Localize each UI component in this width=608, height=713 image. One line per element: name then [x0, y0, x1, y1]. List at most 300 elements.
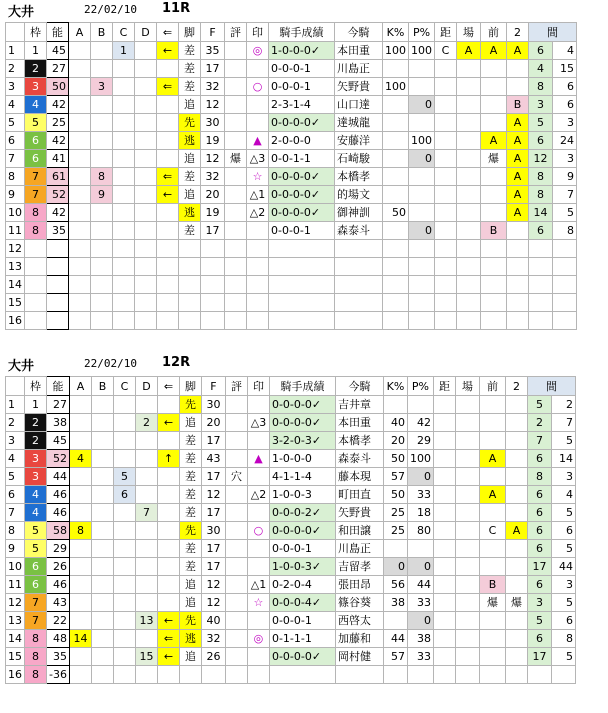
cell-k-pct: 0: [383, 558, 407, 576]
cell-jockey: 川島正: [335, 540, 383, 558]
cell-second: [505, 486, 527, 504]
header-second: 2: [505, 377, 527, 396]
cell-col-c: [113, 204, 135, 222]
header-f-value: F: [201, 23, 225, 42]
table-row: [6, 276, 577, 294]
cell-course: [457, 312, 481, 330]
cell-f-value: 17: [201, 222, 225, 240]
cell-row-no: 12: [6, 594, 25, 612]
cell-k-pct: 20: [383, 432, 407, 450]
cell-style: 追: [179, 576, 201, 594]
cell-k-pct: [383, 540, 407, 558]
table-row: [6, 576, 576, 594]
cell-ability: 26: [47, 558, 70, 576]
cell-col-c: [113, 540, 135, 558]
cell-arrow: ←: [157, 414, 179, 432]
cell-k-pct: 44: [383, 630, 407, 648]
cell-style: 先: [179, 396, 201, 414]
cell-col-b: [91, 522, 113, 540]
cell-f-value: [201, 276, 225, 294]
cell-col-b: [91, 60, 113, 78]
cell-arrow: [157, 396, 179, 414]
cell-jockey-record: 0-0-0-0✓: [269, 414, 335, 432]
cell-interval-2: 3: [551, 576, 575, 594]
header-col-a: A: [69, 23, 91, 42]
cell-mark: [247, 558, 269, 576]
cell-waku: 6: [25, 576, 47, 594]
cell-second: B: [507, 96, 529, 114]
cell-jockey-record: 0-0-0-0✓: [269, 168, 335, 186]
cell-f-value: 40: [201, 612, 225, 630]
cell-mark: ○: [247, 522, 269, 540]
cell-distance: [435, 78, 457, 96]
table-row: [6, 186, 577, 204]
cell-course: [457, 60, 481, 78]
cell-jockey-record: 1-0-0-3✓: [269, 558, 335, 576]
header-mark: 印: [247, 23, 269, 42]
cell-style: 先: [179, 114, 201, 132]
cell-col-b: [91, 96, 113, 114]
cell-rating: [225, 648, 247, 666]
cell-mark: ◎: [247, 42, 269, 60]
cell-row-no: 1: [6, 396, 25, 414]
cell-interval: 6: [527, 522, 551, 540]
cell-k-pct: [383, 168, 409, 186]
cell-style: 差: [179, 450, 201, 468]
cell-course: [455, 612, 479, 630]
cell-waku: 2: [25, 432, 47, 450]
cell-prev: [479, 432, 505, 450]
cell-interval: [529, 240, 553, 258]
cell-prev: [481, 186, 507, 204]
cell-rating: [225, 186, 247, 204]
cell-ability: 43: [47, 594, 70, 612]
cell-row-no: 8: [6, 522, 25, 540]
cell-prev: B: [481, 222, 507, 240]
cell-jockey: 本橋孝: [335, 168, 383, 186]
cell-col-b: 9: [91, 186, 113, 204]
cell-ability: [47, 240, 69, 258]
header-distance: 距: [433, 377, 455, 396]
cell-jockey-record: [269, 312, 335, 330]
cell-interval: 12: [529, 150, 553, 168]
cell-col-a: [69, 396, 91, 414]
header-jockey-record: 騎手成績: [269, 23, 335, 42]
cell-style: 追: [179, 150, 201, 168]
header-jockey-record: 騎手成績: [269, 377, 335, 396]
cell-rating: [225, 504, 247, 522]
cell-mark: [247, 504, 269, 522]
cell-prev: [479, 468, 505, 486]
cell-row-no: 10: [6, 558, 25, 576]
table-row: [6, 78, 577, 96]
cell-col-c: [113, 186, 135, 204]
cell-jockey: 的場文: [335, 186, 383, 204]
cell-jockey: 矢野貴: [335, 504, 383, 522]
cell-style: [179, 294, 201, 312]
cell-interval: 6: [527, 450, 551, 468]
cell-interval-2: 9: [553, 168, 577, 186]
header-p-pct: P%: [407, 377, 433, 396]
cell-k-pct: [383, 132, 409, 150]
cell-interval: 14: [529, 204, 553, 222]
cell-rating: [225, 240, 247, 258]
cell-interval: 4: [529, 60, 553, 78]
cell-style: 追: [179, 186, 201, 204]
cell-waku: 7: [25, 594, 47, 612]
cell-f-value: 17: [201, 60, 225, 78]
cell-col-d: [135, 78, 157, 96]
cell-col-d: [135, 522, 157, 540]
cell-row-no: 1: [6, 42, 25, 60]
header-course: 場: [455, 377, 479, 396]
cell-col-d: [135, 132, 157, 150]
header-interval: 間: [529, 23, 577, 42]
cell-col-c: [113, 222, 135, 240]
cell-col-b: [91, 630, 113, 648]
cell-distance: [435, 276, 457, 294]
header-course: 場: [457, 23, 481, 42]
cell-rating: [225, 486, 247, 504]
cell-col-c: [113, 396, 135, 414]
cell-style: [179, 276, 201, 294]
cell-mark: ☆: [247, 168, 269, 186]
cell-col-a: [69, 576, 91, 594]
cell-waku: 4: [25, 486, 47, 504]
cell-second: 爆: [505, 594, 527, 612]
cell-f-value: 17: [201, 558, 225, 576]
header-k-pct: K%: [383, 23, 409, 42]
cell-interval: 3: [529, 96, 553, 114]
race-section-12r: [0, 354, 608, 681]
cell-col-b: [91, 414, 113, 432]
cell-interval-2: 24: [553, 132, 577, 150]
cell-waku: [25, 276, 47, 294]
cell-style: 差: [179, 540, 201, 558]
cell-arrow: [157, 432, 179, 450]
cell-jockey: [335, 666, 383, 684]
cell-second: [505, 432, 527, 450]
cell-rating: [225, 630, 247, 648]
cell-ability: 42: [47, 132, 69, 150]
cell-col-b: [91, 666, 113, 684]
cell-prev: A: [479, 450, 505, 468]
cell-jockey-record: [269, 258, 335, 276]
cell-p-pct: 29: [407, 432, 433, 450]
cell-interval-2: 15: [553, 60, 577, 78]
cell-f-value: [201, 294, 225, 312]
cell-waku: 7: [25, 186, 47, 204]
header-col-b: B: [91, 377, 113, 396]
cell-second: A: [507, 150, 529, 168]
cell-style: 差: [179, 78, 201, 96]
cell-waku: [25, 312, 47, 330]
cell-k-pct: [383, 222, 409, 240]
cell-distance: [433, 576, 455, 594]
cell-f-value: 35: [201, 42, 225, 60]
cell-f-value: 12: [201, 96, 225, 114]
cell-p-pct: [409, 78, 435, 96]
cell-k-pct: [383, 312, 409, 330]
cell-style: 追: [179, 414, 201, 432]
cell-distance: [435, 186, 457, 204]
header-row-no: [6, 377, 25, 396]
cell-col-d: 15: [135, 648, 157, 666]
cell-waku: 8: [25, 204, 47, 222]
cell-p-pct: 33: [407, 594, 433, 612]
cell-p-pct: 18: [407, 504, 433, 522]
cell-prev: [479, 396, 505, 414]
cell-col-c: [113, 294, 135, 312]
cell-rating: [225, 666, 247, 684]
cell-col-b: [91, 450, 113, 468]
cell-row-no: 7: [6, 150, 25, 168]
cell-style: [179, 666, 201, 684]
cell-col-a: [69, 612, 91, 630]
cell-interval: 5: [527, 396, 551, 414]
cell-mark: ▲: [247, 450, 269, 468]
cell-interval: 6: [527, 630, 551, 648]
race-number: 12R: [162, 355, 191, 370]
cell-second: [505, 630, 527, 648]
cell-ability: 38: [47, 414, 70, 432]
cell-k-pct: [383, 186, 409, 204]
cell-jockey-record: 1-0-0-0✓: [269, 42, 335, 60]
cell-rating: [225, 540, 247, 558]
cell-p-pct: 0: [409, 150, 435, 168]
cell-prev: B: [479, 576, 505, 594]
cell-second: [505, 666, 527, 684]
cell-arrow: [157, 276, 179, 294]
cell-col-d: 2: [135, 414, 157, 432]
cell-col-a: [69, 96, 91, 114]
cell-arrow: [157, 522, 179, 540]
header-rating: 評: [225, 23, 247, 42]
cell-prev: C: [479, 522, 505, 540]
cell-f-value: 20: [201, 186, 225, 204]
cell-f-value: 19: [201, 204, 225, 222]
table-row: [6, 222, 577, 240]
cell-col-b: [91, 240, 113, 258]
header-row: [6, 23, 577, 42]
cell-jockey-record: 1-0-0-3: [269, 486, 335, 504]
cell-col-d: [135, 114, 157, 132]
cell-rating: [225, 612, 247, 630]
header-second: 2: [507, 23, 529, 42]
cell-jockey: 本橋孝: [335, 432, 383, 450]
cell-second: [505, 540, 527, 558]
cell-rating: [225, 312, 247, 330]
table-row: [6, 96, 577, 114]
cell-course: [455, 522, 479, 540]
cell-col-b: [91, 468, 113, 486]
header-rating: 評: [225, 377, 247, 396]
cell-distance: [433, 468, 455, 486]
cell-course: [455, 666, 479, 684]
cell-jockey-record: 0-0-0-0✓: [269, 114, 335, 132]
cell-k-pct: 57: [383, 468, 407, 486]
cell-interval-2: 5: [553, 204, 577, 222]
cell-second: [507, 258, 529, 276]
cell-col-b: [91, 222, 113, 240]
cell-course: [455, 504, 479, 522]
cell-prev: [481, 258, 507, 276]
cell-k-pct: [383, 114, 409, 132]
cell-course: [457, 258, 481, 276]
cell-ability: 42: [47, 96, 69, 114]
cell-f-value: 17: [201, 540, 225, 558]
cell-ability: 45: [47, 42, 69, 60]
cell-second: [505, 414, 527, 432]
cell-waku: 6: [25, 150, 47, 168]
cell-jockey-record: 2-0-0-0: [269, 132, 335, 150]
cell-interval-2: 6: [553, 96, 577, 114]
cell-col-b: [91, 132, 113, 150]
cell-waku: 3: [25, 450, 47, 468]
cell-arrow: [157, 486, 179, 504]
header-prev: 前: [481, 23, 507, 42]
cell-row-no: 12: [6, 240, 25, 258]
cell-p-pct: 33: [407, 486, 433, 504]
cell-k-pct: 50: [383, 450, 407, 468]
cell-col-c: [113, 258, 135, 276]
cell-arrow: [157, 222, 179, 240]
cell-interval: 6: [529, 42, 553, 60]
cell-style: 逃: [179, 132, 201, 150]
table-row: [6, 630, 576, 648]
cell-rating: 穴: [225, 468, 247, 486]
cell-jockey: 御神訓: [335, 204, 383, 222]
cell-mark: [247, 666, 269, 684]
cell-col-d: [135, 630, 157, 648]
cell-col-c: 5: [113, 468, 135, 486]
cell-f-value: 32: [201, 630, 225, 648]
cell-col-c: [113, 414, 135, 432]
table-row: [6, 558, 576, 576]
cell-col-c: [113, 150, 135, 168]
cell-course: [455, 576, 479, 594]
cell-prev: [479, 414, 505, 432]
cell-interval: 6: [529, 132, 553, 150]
cell-k-pct: [383, 60, 409, 78]
cell-distance: [433, 486, 455, 504]
cell-rating: [225, 132, 247, 150]
cell-col-a: [69, 60, 91, 78]
header-arrow: ⇐: [157, 23, 179, 42]
cell-second: A: [507, 42, 529, 60]
cell-rating: [225, 522, 247, 540]
cell-rating: [225, 168, 247, 186]
cell-row-no: 5: [6, 468, 25, 486]
cell-p-pct: [407, 396, 433, 414]
cell-col-b: 3: [91, 78, 113, 96]
cell-row-no: 10: [6, 204, 25, 222]
cell-interval-2: 5: [551, 648, 575, 666]
table-row: [6, 486, 576, 504]
cell-row-no: 8: [6, 168, 25, 186]
cell-interval-2: 3: [553, 114, 577, 132]
cell-style: 逃: [179, 204, 201, 222]
cell-course: [457, 240, 481, 258]
cell-col-c: [113, 450, 135, 468]
cell-jockey-record: 0-0-1-1: [269, 150, 335, 168]
cell-f-value: [201, 240, 225, 258]
cell-mark: △3: [247, 150, 269, 168]
cell-arrow: [157, 468, 179, 486]
header-col-c: C: [113, 377, 135, 396]
cell-ability: [47, 312, 69, 330]
cell-jockey-record: 0-2-0-4: [269, 576, 335, 594]
cell-jockey-record: 0-0-0-2✓: [269, 504, 335, 522]
cell-col-a: [69, 486, 91, 504]
cell-prev: [481, 240, 507, 258]
cell-waku: [25, 240, 47, 258]
cell-second: [507, 240, 529, 258]
cell-row-no: 16: [6, 312, 25, 330]
cell-p-pct: [409, 258, 435, 276]
cell-col-d: [135, 396, 157, 414]
cell-prev: [481, 204, 507, 222]
cell-col-d: [135, 60, 157, 78]
cell-rating: [225, 60, 247, 78]
cell-col-c: [113, 522, 135, 540]
cell-course: [455, 594, 479, 612]
cell-jockey: 吉留孝: [335, 558, 383, 576]
cell-ability: [47, 276, 69, 294]
cell-col-d: [135, 240, 157, 258]
cell-rating: [225, 576, 247, 594]
cell-arrow: [157, 240, 179, 258]
cell-arrow: [157, 96, 179, 114]
cell-arrow: [157, 258, 179, 276]
cell-waku: 7: [25, 612, 47, 630]
cell-prev: A: [481, 42, 507, 60]
header-waku: 枠: [25, 23, 47, 42]
cell-second: [505, 558, 527, 576]
cell-col-a: [69, 648, 91, 666]
cell-row-no: 6: [6, 132, 25, 150]
cell-jockey: 本田重: [335, 42, 383, 60]
cell-p-pct: 0: [407, 558, 433, 576]
cell-interval-2: 8: [553, 222, 577, 240]
cell-row-no: 13: [6, 612, 25, 630]
cell-course: [457, 222, 481, 240]
cell-second: [505, 396, 527, 414]
cell-f-value: 32: [201, 168, 225, 186]
cell-k-pct: 25: [383, 522, 407, 540]
cell-p-pct: 44: [407, 576, 433, 594]
cell-mark: [247, 468, 269, 486]
cell-distance: [433, 504, 455, 522]
cell-col-d: [135, 450, 157, 468]
cell-f-value: 17: [201, 504, 225, 522]
cell-waku: 6: [25, 132, 47, 150]
cell-ability: 52: [47, 450, 70, 468]
cell-style: 先: [179, 612, 201, 630]
cell-course: [457, 114, 481, 132]
cell-arrow: ←: [157, 648, 179, 666]
cell-f-value: 30: [201, 396, 225, 414]
header-jockey: 今騎: [335, 23, 383, 42]
cell-jockey-record: 0-0-0-1: [269, 540, 335, 558]
cell-second: [505, 648, 527, 666]
cell-prev: [481, 96, 507, 114]
cell-arrow: [157, 60, 179, 78]
cell-jockey: 町田直: [335, 486, 383, 504]
cell-rating: [225, 258, 247, 276]
cell-interval-2: 4: [551, 486, 575, 504]
cell-p-pct: [409, 168, 435, 186]
